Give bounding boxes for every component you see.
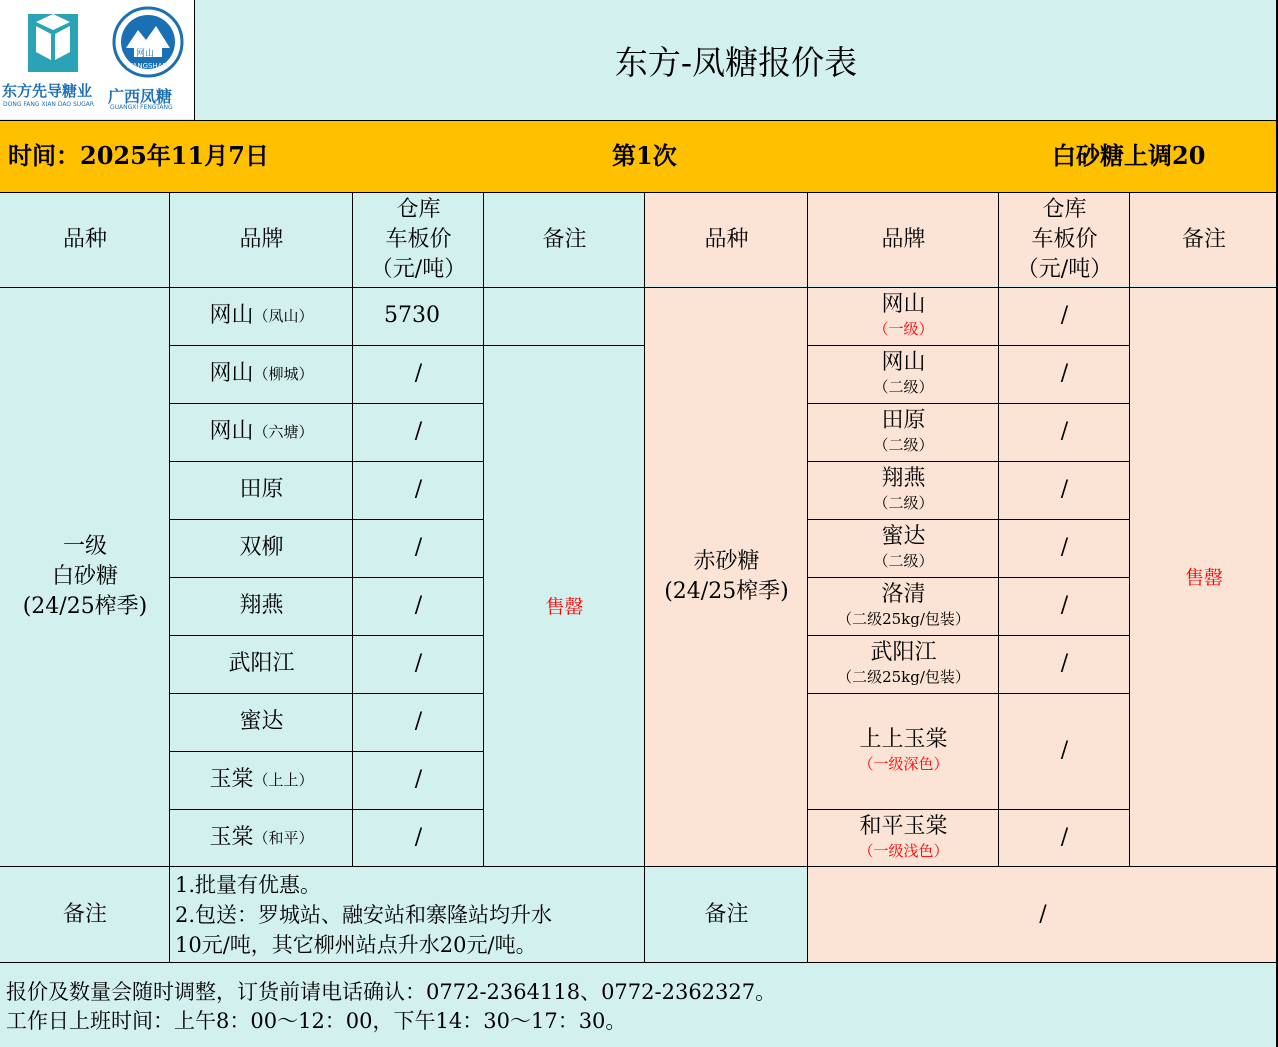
notes-left-text — [175, 870, 640, 960]
grid-line — [170, 461, 484, 462]
header-price-line3: （元/吨） — [370, 257, 467, 282]
right-price-5: / — [1060, 593, 1069, 618]
grid-line — [170, 519, 484, 520]
left-price-0: 5730 — [384, 303, 440, 328]
left-price-4: / — [414, 535, 423, 560]
right-variety — [645, 287, 808, 866]
brand-grade: （一级） — [873, 320, 934, 338]
footer-contact: 报价及数量会随时调整，订货前请电话确认：0772-2364118、0772-2362327。 — [6, 980, 777, 1004]
grid-line — [0, 120, 1278, 121]
left-price-6: / — [414, 651, 423, 676]
info-banner — [0, 121, 1278, 192]
left-brand-9 — [170, 809, 353, 866]
brand-grade: （二级） — [873, 436, 934, 454]
header-price-line2: 车板价 — [1031, 227, 1098, 252]
grid-line — [170, 403, 484, 404]
header-price-line3: （元/吨） — [1016, 257, 1113, 282]
left-brand-1 — [170, 345, 353, 403]
brand-grade: （一级浅色） — [858, 841, 949, 860]
brand-origin: （六塘） — [253, 423, 314, 441]
right-price-0: / — [1060, 303, 1069, 328]
brand-grade: （二级） — [873, 552, 934, 570]
price-adjust-note: 白砂糖上调20 — [1052, 141, 1206, 170]
left-brand-6 — [170, 635, 353, 693]
variety-line: (24/25榨季) — [664, 578, 789, 604]
grid-line — [169, 193, 170, 963]
header-variety-left: 品种 — [62, 227, 107, 252]
header-price-line1: 仓库 — [1042, 197, 1087, 222]
left-price-3: / — [414, 477, 423, 502]
brand-name: 田原 — [239, 477, 284, 502]
right-price-7: / — [1060, 738, 1069, 763]
right-brand-8 — [808, 809, 999, 866]
note-line: 10元/吨，其它柳州站点升水20元/吨。 — [175, 933, 537, 957]
brand-origin: （柳城） — [253, 365, 314, 383]
grid-line — [170, 693, 484, 694]
brand-name: 网山 — [209, 361, 254, 386]
grid-line — [998, 193, 999, 866]
right-brand-2 — [808, 403, 999, 461]
header-price-line2: 车板价 — [385, 227, 452, 252]
logo-left-pinyin: DONG FANG XIAN DAO SUGAR — [3, 101, 95, 108]
notes-right-value: / — [1039, 902, 1047, 927]
right-brand-6 — [808, 635, 999, 693]
variety-line: 赤砂糖 — [693, 548, 760, 574]
grid-line — [644, 193, 645, 963]
right-brand-1 — [808, 345, 999, 403]
grid-line — [0, 866, 1278, 867]
brand-origin: （上上） — [253, 771, 314, 789]
brand-name: 洛清 — [881, 582, 926, 607]
brand-name: 翔燕 — [239, 593, 284, 618]
brand-name: 和平玉棠 — [859, 813, 948, 839]
right-price-8: / — [1060, 824, 1069, 850]
left-price-2: / — [414, 419, 423, 444]
grid-line — [807, 193, 808, 963]
grid-line — [808, 635, 1130, 636]
left-price-1: / — [414, 361, 423, 386]
brand-origin: （凤山） — [253, 307, 314, 325]
grid-line — [170, 751, 484, 752]
left-brand-8 — [170, 751, 353, 809]
right-price-1: / — [1060, 361, 1069, 386]
brand-name: 网山 — [881, 292, 926, 317]
left-brand-2 — [170, 403, 353, 461]
brand-name: 翔燕 — [881, 466, 926, 491]
grid-line — [808, 345, 1130, 346]
variety-line: 白砂糖 — [51, 563, 118, 589]
left-price-9: / — [414, 824, 423, 850]
logo-right-arc: WANGSHAN — [126, 62, 168, 70]
grid-line — [483, 193, 484, 866]
notes-label-left: 备注 — [62, 902, 107, 927]
brand-name: 蜜达 — [239, 709, 284, 734]
header-variety-right: 品种 — [704, 227, 749, 252]
grid-line — [808, 403, 1130, 404]
brand-origin: （和平） — [253, 828, 314, 847]
grid-line — [170, 809, 484, 810]
header-remark-left: 备注 — [542, 227, 587, 252]
page-title: 东方-凤糖报价表 — [614, 42, 858, 82]
left-brand-7 — [170, 693, 353, 751]
brand-name: 武阳江 — [870, 640, 937, 665]
grid-line — [194, 0, 195, 120]
grid-line — [0, 962, 1278, 963]
logo-area — [0, 0, 194, 119]
brand-name: 玉棠 — [209, 824, 254, 850]
brand-name: 网山 — [209, 419, 254, 444]
right-price-4: / — [1060, 535, 1069, 560]
brand-grade: （二级25kg/包装） — [837, 610, 970, 628]
variety-line: (24/25榨季) — [22, 593, 148, 619]
grid-line — [170, 577, 484, 578]
brand-grade: （二级） — [873, 494, 934, 512]
right-brand-4 — [808, 519, 999, 577]
grid-line — [352, 193, 353, 866]
right-brand-7 — [808, 693, 999, 809]
header-brand-left: 品牌 — [239, 227, 284, 252]
right-price-3: / — [1060, 477, 1069, 502]
note-line: 2.包送：罗城站、融安站和寨隆站均升水 — [175, 903, 553, 927]
grid-line — [170, 345, 645, 346]
header-price-left — [353, 193, 484, 287]
left-remark-soldout: 售罄 — [545, 596, 584, 618]
footer-hours: 工作日上班时间：上午8：00～12：00，下午14：30～17：30。 — [6, 1009, 627, 1033]
left-price-7: / — [414, 709, 423, 734]
right-price-2: / — [1060, 419, 1069, 444]
grid-line — [808, 519, 1130, 520]
grid-line — [1129, 193, 1130, 866]
header-price-right — [999, 193, 1130, 287]
left-price-5: / — [414, 593, 423, 618]
header-brand-right: 品牌 — [881, 227, 926, 252]
grid-line — [808, 809, 1130, 810]
left-brand-3 — [170, 461, 353, 519]
header-remark-right: 备注 — [1181, 227, 1226, 252]
logo-right-pinyin: GUANGXI FENGTANG — [110, 104, 173, 111]
logo-right-inner: 网山 — [136, 49, 155, 59]
brand-name: 网山 — [209, 303, 254, 328]
brand-grade: （二级） — [873, 378, 934, 396]
right-brand-3 — [808, 461, 999, 519]
note-line: 1.批量有优惠。 — [175, 873, 322, 897]
left-brand-5 — [170, 577, 353, 635]
brand-name: 上上玉棠 — [859, 727, 948, 752]
grid-line — [0, 287, 1278, 288]
grid-line — [808, 693, 1130, 694]
brand-name: 田原 — [881, 408, 926, 433]
logo-left-text: 东方先导糖业 — [2, 82, 93, 100]
grid-line — [0, 192, 1278, 193]
grid-line — [170, 635, 484, 636]
right-brand-5 — [808, 577, 999, 635]
grid-line — [808, 461, 1130, 462]
quote-round: 第1次 — [612, 141, 677, 170]
brand-name: 蜜达 — [881, 524, 926, 549]
brand-grade: （一级深色） — [858, 755, 949, 773]
grid-line — [808, 577, 1130, 578]
left-brand-4 — [170, 519, 353, 577]
logo-right-text: 广西凤糖 — [108, 87, 173, 106]
brand-name: 武阳江 — [228, 651, 295, 676]
left-price-8: / — [414, 767, 423, 792]
right-brand-0 — [808, 287, 999, 345]
brand-name: 玉棠 — [209, 767, 254, 792]
left-variety — [0, 287, 170, 866]
variety-line: 一级 — [62, 533, 107, 559]
brand-name: 双柳 — [239, 535, 284, 560]
right-remark-soldout: 售罄 — [1184, 567, 1223, 589]
notes-label-right: 备注 — [704, 902, 749, 927]
right-price-6: / — [1060, 651, 1069, 676]
brand-grade: （二级25kg/包装） — [837, 668, 970, 686]
left-brand-0 — [170, 287, 353, 345]
header-price-line1: 仓库 — [396, 197, 441, 222]
brand-name: 网山 — [881, 350, 926, 375]
quote-date: 时间：2025年11月7日 — [8, 141, 269, 170]
